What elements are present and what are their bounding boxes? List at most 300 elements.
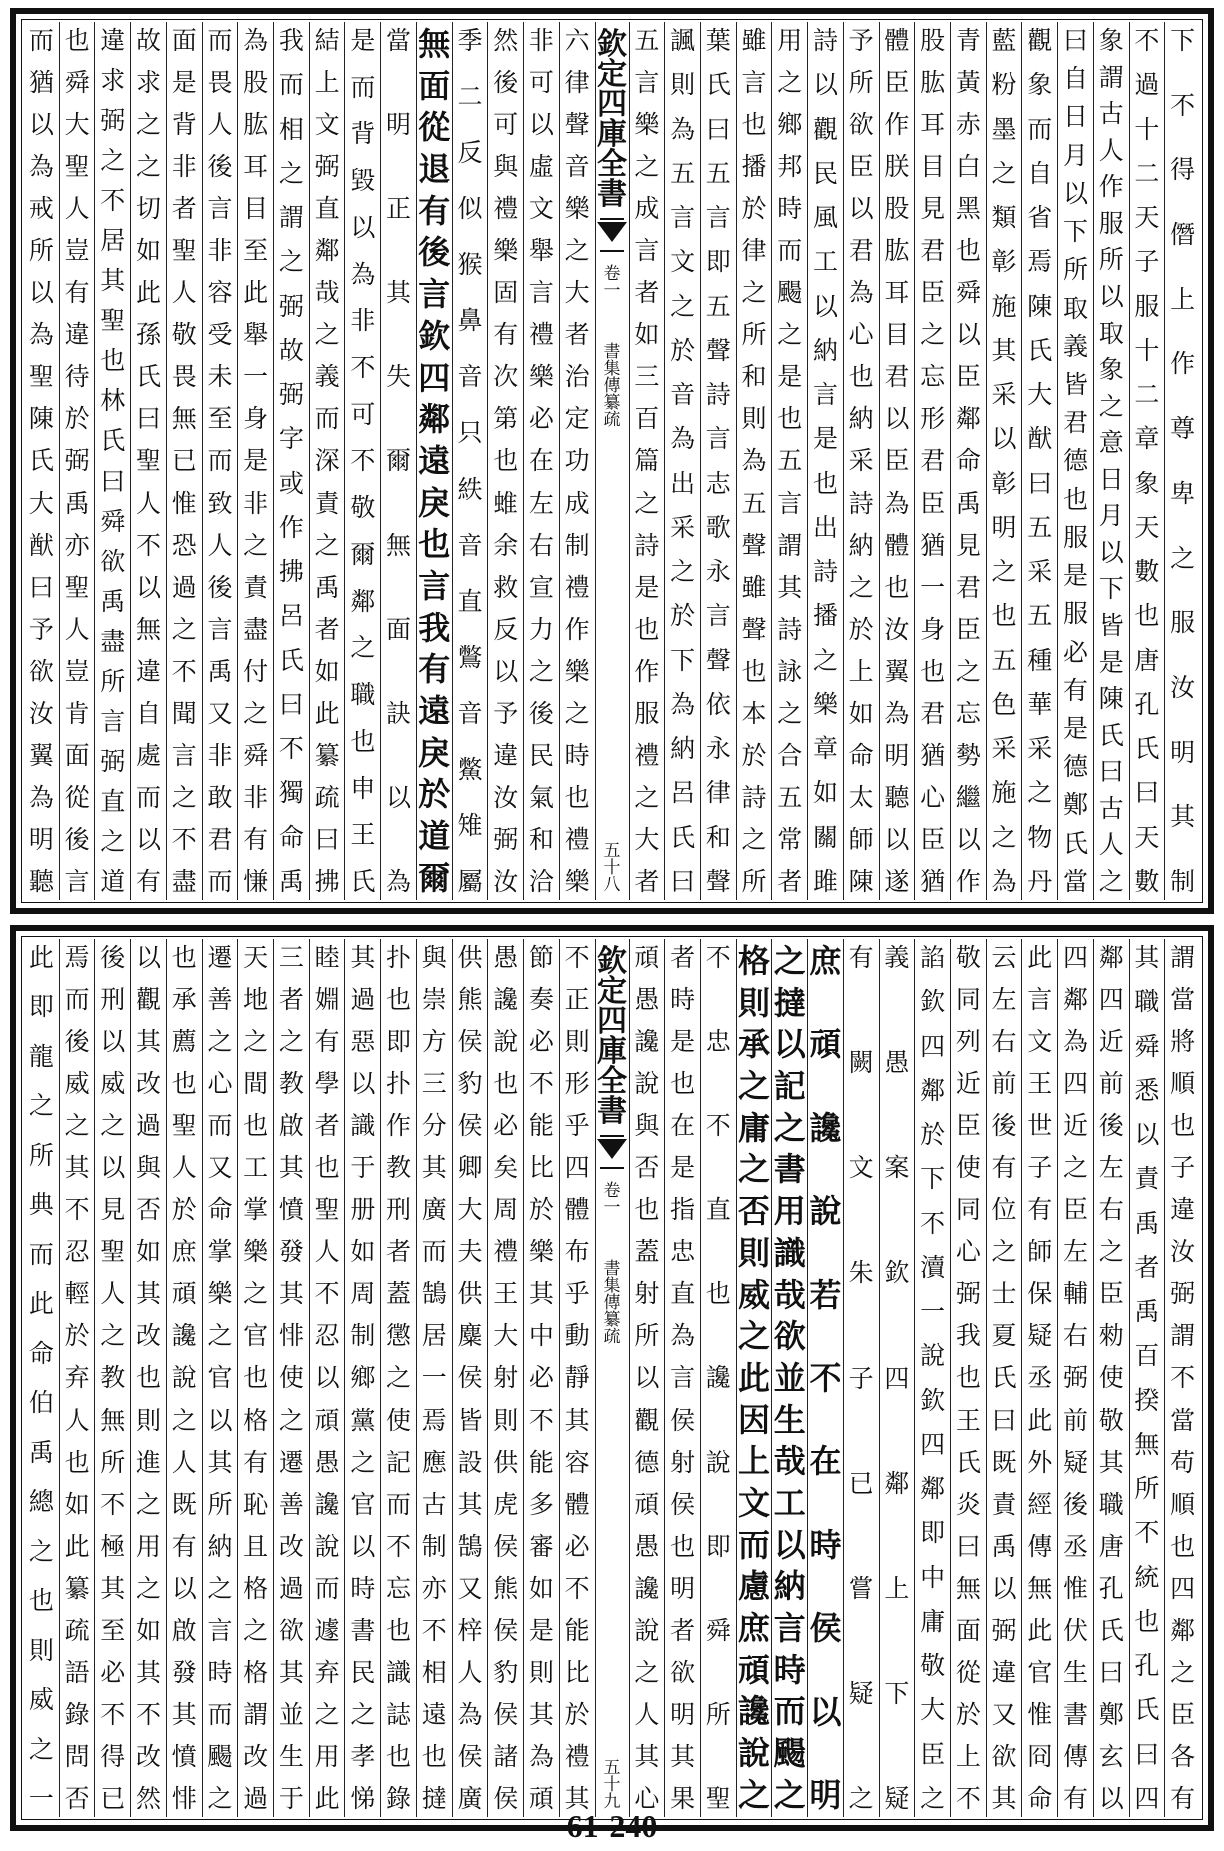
- glyph: 明: [670, 1699, 696, 1729]
- glyph: 中: [920, 1562, 946, 1592]
- glyph: 心: [848, 320, 874, 350]
- glyph: 目: [243, 194, 269, 224]
- glyph: 則: [136, 1405, 162, 1435]
- glyph: 不: [421, 1615, 447, 1645]
- glyph: 過: [278, 1573, 304, 1603]
- glyph: 字: [278, 424, 304, 454]
- glyph: 之: [1098, 866, 1124, 896]
- glyph: 納: [207, 1531, 233, 1561]
- glyph: 所: [705, 1699, 731, 1729]
- glyph: 所: [1062, 255, 1088, 285]
- glyph: 播: [812, 601, 838, 631]
- glyph: 不: [1134, 1518, 1160, 1548]
- glyph: 唐: [1098, 1531, 1124, 1561]
- glyph: 前: [1062, 1405, 1088, 1435]
- glyph: 作: [1170, 349, 1196, 379]
- text-column: [629, 22, 665, 900]
- glyph: 之: [1170, 1657, 1196, 1687]
- glyph: 為: [528, 1741, 554, 1771]
- glyph: 亦: [64, 530, 90, 560]
- glyph: 其: [278, 1153, 304, 1183]
- glyph: 皆: [1062, 369, 1088, 399]
- glyph: 聖: [64, 572, 90, 602]
- glyph: 王: [350, 820, 376, 850]
- glyph: 錄: [64, 1699, 90, 1729]
- glyph: 禮: [564, 824, 590, 854]
- glyph: 容: [207, 278, 233, 308]
- glyph: 氏: [100, 426, 126, 456]
- glyph: 之: [243, 698, 269, 728]
- glyph: 工: [812, 247, 838, 277]
- glyph: 順: [1170, 1489, 1196, 1519]
- text-column: [59, 939, 95, 1817]
- glyph: 記: [773, 1067, 806, 1106]
- glyph: 禹: [1134, 1297, 1160, 1326]
- glyph: 後: [528, 698, 554, 728]
- glyph: 與: [136, 1153, 162, 1183]
- glyph: 納: [670, 734, 696, 763]
- glyph: 本: [741, 698, 767, 728]
- glyph: 雖: [741, 26, 767, 55]
- glyph: 責: [243, 572, 269, 602]
- glyph: 官: [350, 1489, 376, 1519]
- text-column: [130, 22, 166, 900]
- glyph: 之: [28, 1734, 54, 1764]
- glyph: 子: [848, 1363, 874, 1393]
- glyph: 其: [136, 1027, 162, 1057]
- glyph: 禮: [493, 1237, 519, 1267]
- glyph: 懲: [386, 1321, 412, 1351]
- glyph: 上: [738, 1442, 771, 1481]
- library-title: 欽定四庫全書: [597, 27, 627, 212]
- glyph: 所: [28, 236, 54, 266]
- glyph: 統: [1134, 1562, 1160, 1592]
- glyph: 以: [1062, 178, 1088, 208]
- glyph: 只: [457, 418, 483, 448]
- text-column: [1021, 22, 1057, 900]
- text-column: [700, 22, 736, 900]
- text-column: [914, 939, 950, 1817]
- glyph: 之: [278, 158, 304, 188]
- glyph: 之: [1170, 543, 1196, 573]
- glyph: 識: [386, 1657, 412, 1687]
- glyph: 以: [991, 424, 1017, 454]
- glyph: 君: [848, 236, 874, 266]
- glyph: 文: [848, 1153, 874, 1183]
- glyph: 六: [564, 26, 590, 55]
- glyph: 又: [457, 1573, 483, 1603]
- glyph: 以: [884, 404, 910, 434]
- glyph: 天: [1134, 203, 1160, 232]
- glyph: 過: [136, 1111, 162, 1141]
- glyph: 文: [670, 247, 696, 277]
- glyph: 也: [493, 1069, 519, 1099]
- glyph: 詩: [812, 26, 838, 55]
- glyph: 股: [884, 194, 910, 224]
- glyph: 至: [207, 404, 233, 434]
- glyph: 陳: [848, 866, 874, 896]
- glyph: 侯: [809, 1609, 842, 1648]
- glyph: 人: [171, 278, 197, 308]
- library-title: 欽定四庫全書: [597, 944, 627, 1129]
- glyph: 者: [278, 985, 304, 1015]
- glyph: 丞: [1062, 1531, 1088, 1561]
- text-column: [950, 22, 986, 900]
- glyph: 忠: [705, 1027, 731, 1057]
- glyph: 此: [1027, 943, 1053, 972]
- text-column: [237, 939, 273, 1817]
- glyph: 臣: [884, 446, 910, 476]
- glyph: 比: [564, 1657, 590, 1687]
- glyph: 粉: [991, 70, 1017, 100]
- glyph: 見: [920, 194, 946, 224]
- glyph: 保: [1027, 1279, 1053, 1309]
- text-column: [202, 939, 238, 1817]
- glyph: 也: [634, 614, 660, 644]
- glyph: 風: [812, 203, 838, 232]
- glyph: 者: [634, 866, 660, 896]
- glyph: 欽: [920, 1385, 946, 1415]
- glyph: 而: [386, 1489, 412, 1519]
- glyph: 曰: [705, 114, 731, 144]
- glyph: 疑: [884, 1784, 910, 1813]
- glyph: 君: [1062, 408, 1088, 438]
- glyph: 治: [564, 362, 590, 392]
- glyph: 欲: [100, 546, 126, 576]
- glyph: 說: [738, 1734, 771, 1773]
- glyph: 庸: [738, 1108, 771, 1147]
- glyph: 於: [528, 1195, 554, 1225]
- glyph: 蜼: [493, 488, 519, 518]
- glyph: 文: [528, 194, 554, 224]
- glyph: 命: [955, 446, 981, 476]
- glyph: 猶: [920, 530, 946, 560]
- glyph: 觀: [634, 1405, 660, 1435]
- glyph: 左: [1062, 1237, 1088, 1267]
- glyph: 承: [171, 985, 197, 1015]
- glyph: 列: [955, 1027, 981, 1057]
- glyph: 即: [705, 1531, 731, 1561]
- glyph: 猶: [28, 68, 54, 98]
- glyph: 人: [171, 1447, 197, 1477]
- glyph: 未: [207, 362, 233, 392]
- glyph: 彰: [991, 247, 1017, 277]
- glyph: 鱉: [457, 754, 483, 784]
- glyph: 四: [920, 1031, 946, 1061]
- text-column: [950, 939, 986, 1817]
- glyph: 四: [564, 1153, 590, 1183]
- glyph: 弼: [991, 1615, 1017, 1645]
- glyph: 遂: [884, 866, 910, 896]
- glyph: 雎: [812, 866, 838, 896]
- glyph: 所: [207, 1489, 233, 1519]
- glyph: 五: [777, 446, 803, 476]
- glyph: 右: [991, 1027, 1017, 1057]
- glyph: 鄰: [1062, 985, 1088, 1015]
- glyph: 心: [207, 1069, 233, 1099]
- glyph: 瀆: [920, 1252, 946, 1282]
- glyph: 非: [528, 26, 554, 55]
- glyph: 哉: [314, 278, 340, 308]
- glyph: 冏: [1027, 1741, 1053, 1771]
- glyph: 耳: [884, 278, 910, 308]
- glyph: 也: [848, 362, 874, 392]
- glyph: 面: [386, 614, 412, 644]
- glyph: 慊: [243, 866, 269, 896]
- glyph: 服: [1134, 291, 1160, 321]
- glyph: 非: [207, 236, 233, 266]
- glyph: 納: [848, 530, 874, 560]
- glyph: 肱: [884, 236, 910, 266]
- glyph: 審: [528, 1531, 554, 1561]
- glyph: 心: [955, 1237, 981, 1267]
- glyph: 而: [350, 72, 376, 102]
- glyph: 下: [1170, 26, 1196, 55]
- glyph: 即: [386, 1027, 412, 1057]
- glyph: 自: [1062, 64, 1088, 94]
- glyph: 所: [634, 1321, 660, 1351]
- glyph: 曰: [100, 466, 126, 496]
- glyph: 從: [64, 782, 90, 812]
- glyph: 面: [955, 1615, 981, 1645]
- glyph: 有: [418, 191, 451, 230]
- glyph: 也: [171, 1069, 197, 1099]
- glyph: 教: [386, 1153, 412, 1183]
- glyph: 之: [848, 1784, 874, 1813]
- text-column: [771, 22, 807, 900]
- glyph: 敬: [1098, 1405, 1124, 1435]
- glyph: 因: [738, 1400, 771, 1439]
- glyph: 為: [991, 866, 1017, 896]
- glyph: 其: [278, 1279, 304, 1309]
- glyph: 之: [100, 1321, 126, 1351]
- glyph: 舜: [955, 278, 981, 308]
- glyph: 禮: [564, 1741, 590, 1771]
- glyph: 違: [64, 320, 90, 350]
- glyph: 前: [1098, 1069, 1124, 1099]
- glyph: 弼: [493, 824, 519, 854]
- glyph: 臣: [920, 488, 946, 518]
- glyph: 十: [1134, 335, 1160, 365]
- glyph: 不: [100, 1699, 126, 1729]
- glyph: 鄰: [418, 400, 451, 439]
- glyph: 青: [955, 26, 981, 55]
- text-column: [736, 939, 772, 1817]
- glyph: 之: [207, 1027, 233, 1057]
- leaf-number: 五十九: [603, 1758, 621, 1812]
- glyph: 詩: [812, 557, 838, 586]
- glyph: 聲: [705, 645, 731, 675]
- glyph: 頑: [528, 1783, 554, 1813]
- glyph: 禹: [64, 488, 90, 518]
- glyph: 爾: [350, 539, 376, 569]
- glyph: 施: [991, 291, 1017, 321]
- glyph: 則: [738, 1233, 771, 1272]
- glyph: 和: [528, 824, 554, 854]
- glyph: 音: [457, 530, 483, 560]
- text-column: [914, 22, 950, 900]
- glyph: 改: [278, 1531, 304, 1561]
- glyph: 後: [1062, 1489, 1088, 1519]
- bottom-page-panel: [10, 925, 1214, 1831]
- glyph: 屬: [457, 866, 483, 896]
- glyph: 直: [670, 1279, 696, 1309]
- glyph: 上: [848, 656, 874, 686]
- glyph: 反: [493, 614, 519, 644]
- glyph: 讒: [171, 1321, 197, 1351]
- glyph: 人: [1098, 830, 1124, 860]
- glyph: 梓: [457, 1615, 483, 1645]
- text-column: [487, 939, 523, 1817]
- glyph: 之: [1027, 778, 1053, 808]
- glyph: 氣: [528, 782, 554, 812]
- glyph: 音: [564, 152, 590, 182]
- glyph: 戾: [418, 483, 451, 522]
- glyph: 時: [773, 1650, 806, 1689]
- glyph: 詩: [705, 380, 731, 409]
- glyph: 是: [528, 1615, 554, 1645]
- glyph: 四: [1062, 1069, 1088, 1099]
- glyph: 音: [457, 362, 483, 392]
- glyph: 侯: [670, 1489, 696, 1519]
- glyph: 四: [920, 1429, 946, 1459]
- glyph: 欽: [884, 1258, 910, 1288]
- text-column: [130, 939, 166, 1817]
- glyph: 之: [738, 1150, 771, 1189]
- glyph: 夫: [457, 1237, 483, 1267]
- glyph: 有: [418, 650, 451, 689]
- glyph: 侯: [493, 1783, 519, 1813]
- glyph: 樂: [528, 1237, 554, 1267]
- glyph: 體: [564, 1489, 590, 1519]
- glyph: 聖: [100, 306, 126, 336]
- glyph: 猷: [1027, 424, 1053, 454]
- glyph: 之: [634, 1657, 660, 1687]
- glyph: 也: [314, 1153, 340, 1183]
- glyph: 有: [243, 824, 269, 854]
- glyph: 撻: [421, 1783, 447, 1813]
- glyph: 聖: [64, 152, 90, 182]
- glyph: 體: [564, 1195, 590, 1225]
- glyph: 也: [64, 1447, 90, 1477]
- glyph: 之: [100, 146, 126, 176]
- glyph: 不: [1134, 26, 1160, 55]
- glyph: 經: [1027, 1489, 1053, 1519]
- glyph: 悉: [1134, 1075, 1160, 1105]
- glyph: 忍: [64, 1237, 90, 1267]
- glyph: 之: [207, 1783, 233, 1813]
- glyph: 曰: [278, 689, 304, 719]
- glyph: 身: [920, 614, 946, 644]
- glyph: 周: [493, 1195, 519, 1225]
- glyph: 違: [100, 26, 126, 55]
- glyph: 此: [243, 278, 269, 308]
- glyph: 尊: [1170, 414, 1196, 444]
- glyph: 薦: [171, 1027, 197, 1057]
- glyph: 熊: [493, 1573, 519, 1603]
- glyph: 颺: [207, 1741, 233, 1771]
- glyph: 無: [1027, 1573, 1053, 1603]
- glyph: 其: [207, 1447, 233, 1477]
- glyph: 訣: [386, 698, 412, 728]
- glyph: 雖: [741, 572, 767, 602]
- glyph: 舜: [64, 68, 90, 98]
- glyph: 頑: [171, 1279, 197, 1309]
- glyph: 人: [207, 110, 233, 140]
- glyph: 正: [564, 985, 590, 1015]
- glyph: 以: [991, 1573, 1017, 1603]
- glyph: 以: [955, 320, 981, 350]
- glyph: 永: [705, 557, 731, 586]
- glyph: 言: [773, 1609, 806, 1647]
- glyph: 遠: [421, 1699, 447, 1729]
- text-column: [166, 939, 202, 1817]
- glyph: 近: [955, 1069, 981, 1099]
- glyph: 以: [207, 1405, 233, 1435]
- glyph: 退: [418, 150, 451, 189]
- glyph: 不: [528, 1069, 554, 1099]
- glyph: 而: [207, 866, 233, 896]
- glyph: 曰: [955, 1531, 981, 1561]
- glyph: 我: [955, 1321, 981, 1351]
- glyph: 天: [243, 943, 269, 972]
- glyph: 供: [457, 1279, 483, 1309]
- glyph: 順: [1170, 1069, 1196, 1099]
- text-column: [94, 939, 130, 1817]
- glyph: 作: [386, 1111, 412, 1141]
- glyph: 四: [1062, 943, 1088, 972]
- glyph: 掌: [207, 1237, 233, 1267]
- glyph: 面: [64, 740, 90, 770]
- glyph: 相: [421, 1657, 447, 1687]
- glyph: 氏: [705, 70, 731, 100]
- glyph: 股: [243, 68, 269, 98]
- glyph: 宣: [528, 572, 554, 602]
- text-columns: [24, 939, 1200, 1817]
- glyph: 樂: [812, 689, 838, 719]
- glyph: 大: [64, 110, 90, 140]
- glyph: 此: [314, 1783, 340, 1813]
- glyph: 所: [100, 666, 126, 696]
- glyph: 文: [1027, 1027, 1053, 1057]
- glyph: 撻: [773, 983, 806, 1022]
- glyph: 孝: [350, 1741, 376, 1771]
- glyph: 舉: [528, 236, 554, 266]
- glyph: 之: [773, 1775, 806, 1814]
- text-column: [1021, 939, 1057, 1817]
- glyph: 一: [243, 362, 269, 392]
- glyph: 威: [100, 1069, 126, 1099]
- glyph: 之: [314, 1699, 340, 1729]
- glyph: 之: [243, 1027, 269, 1057]
- glyph: 陳: [1098, 684, 1124, 714]
- glyph: 者: [564, 320, 590, 350]
- glyph: 設: [457, 1447, 483, 1477]
- glyph: 以: [812, 70, 838, 100]
- glyph: 忘: [386, 1573, 412, 1603]
- glyph: 而: [28, 26, 54, 55]
- glyph: 也: [705, 1279, 731, 1309]
- glyph: 者: [171, 194, 197, 224]
- text-column: [986, 939, 1022, 1817]
- text-column: [807, 939, 843, 1817]
- glyph: 雉: [457, 810, 483, 840]
- glyph: 肱: [920, 68, 946, 98]
- glyph: 月: [1062, 140, 1088, 170]
- glyph: 如: [136, 1615, 162, 1645]
- glyph: 者: [670, 943, 696, 972]
- glyph: 於: [64, 404, 90, 434]
